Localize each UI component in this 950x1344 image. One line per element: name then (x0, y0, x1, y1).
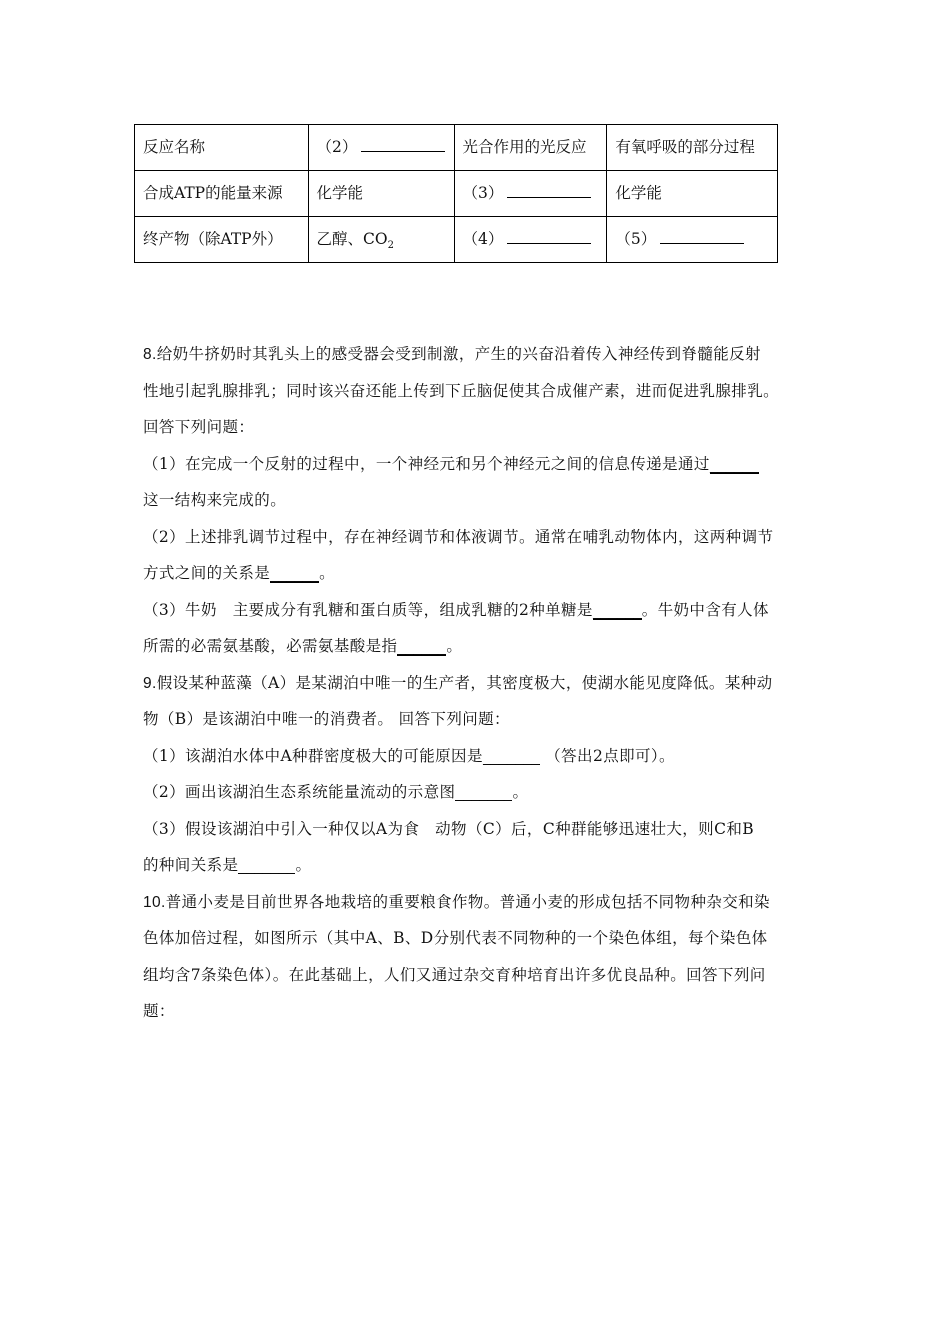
answer-blank (660, 229, 744, 244)
q8-part3: （3）牛奶 主要成分有乳糖和蛋白质等，组成乳糖的2种单糖是______。牛奶中含有人体 (143, 600, 769, 619)
answer-blank: _______ (482, 746, 540, 765)
table-cell: 终产物（除ATP外） (135, 217, 309, 263)
q9-part2: （2）画出该湖泊生态系统能量流动的示意图_______。 (143, 783, 529, 801)
questions (143, 336, 813, 1030)
answer-blank: ______ (270, 564, 320, 582)
q9-line: 9.假设某种蓝藻（A）是某湖泊中唯一的生产者，其密度极大，使湖水能见度降低。某种动 (143, 673, 773, 692)
table-row (135, 217, 778, 263)
q8-part3-cont: 所需的必需氨基酸，必需氨基酸是指______。 (143, 637, 463, 655)
reaction-table (134, 124, 778, 263)
q8-part1: （1）在完成一个反射的过程中，一个神经元和另个神经元之间的信息传递是通过______ (143, 454, 759, 473)
q10-line: 色体加倍过程，如图所示（其中A、B、D分别代表不同物种的一个染色体组，每个染色体 (143, 929, 768, 947)
table-cell: 化学能 (607, 171, 778, 217)
answer-blank: _______ (455, 783, 513, 801)
table-row (135, 125, 778, 171)
answer-blank: _______ (238, 856, 296, 874)
q8-line: 8.给奶牛挤奶时其乳头上的感受器会受到制激，产生的兴奋沿着传入神经传到脊髓能反射 (143, 345, 761, 363)
answer-blank: ______ (592, 600, 642, 619)
q8-part1-cont: 这一结构来完成的。 (143, 491, 287, 509)
table-cell: 化学能 (308, 171, 454, 217)
table-cell: 乙醇、$CO_2$ (308, 217, 454, 263)
table-cell: （5） (607, 217, 778, 263)
table-cell: （3） (454, 171, 607, 217)
answer-blank: ______ (709, 454, 759, 473)
q9-line: 物（B）是该湖泊中唯一的消费者。 回答下列问题： (143, 710, 510, 728)
table-cell: （2） (308, 125, 454, 171)
q9-part3-cont: 的种间关系是_______。 (143, 856, 312, 874)
table-cell: 反应名称 (135, 125, 309, 171)
table-cell: 合成ATP的能量来源 (135, 171, 309, 217)
table-cell: 光合作用的光反应 (454, 125, 607, 171)
q8-part2: （2）上述排乳调节过程中，存在神经调节和体液调节。通常在哺乳动物体内，这两种调节 (143, 527, 774, 546)
table-row (135, 171, 778, 217)
answer-blank: ______ (397, 637, 447, 655)
q8-part2-cont: 方式之间的关系是______。 (143, 564, 336, 582)
q10-line: 10.普通小麦是目前世界各地栽培的重要粮食作物。普通小麦的形成包括不同物种杂交和染 (143, 892, 770, 911)
q10-line: 题： (143, 1002, 175, 1020)
answer-blank (507, 229, 591, 244)
answer-blank (507, 183, 591, 198)
answer-blank (361, 137, 445, 152)
q8-line: 回答下列问题： (143, 418, 255, 436)
table-cell: 有氧呼吸的部分过程 (607, 125, 778, 171)
q9-part3: （3）假设该湖泊中引入一种仅以A为食 动物（C）后，C种群能够迅速壮大，则C和B (143, 819, 755, 838)
q10-line: 组均含7条染色体）。在此基础上，人们又通过杂交育种培育出许多优良品种。回答下列问 (143, 965, 766, 984)
table-cell: （4） (454, 217, 607, 263)
q8-line: 性地引起乳腺排乳；同时该兴奋还能上传到下丘脑促使其合成催产素，进而促进乳腺排乳。 (143, 381, 780, 400)
q9-part1: （1）该湖泊水体中A种群密度极大的可能原因是_______ （答出2点即可）。 (143, 746, 675, 765)
